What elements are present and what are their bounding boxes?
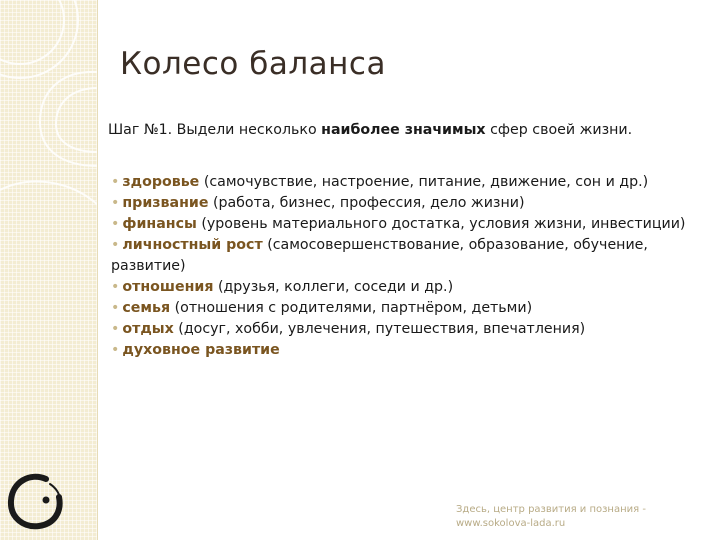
decorative-swirl-icon bbox=[0, 0, 98, 540]
life-spheres-list bbox=[111, 172, 701, 361]
sphere-description: (друзья, коллеги, соседи и др.) bbox=[213, 279, 454, 295]
subtitle-emphasis: наиболее значимых bbox=[321, 122, 486, 138]
sphere-description: (досуг, хобби, увлечения, путешествия, впечатления) bbox=[173, 321, 586, 337]
list-item bbox=[111, 277, 701, 298]
footer-url: www.sokolova-lada.ru bbox=[456, 518, 566, 529]
list-item bbox=[111, 235, 701, 277]
list-item bbox=[111, 340, 701, 361]
decorative-side-panel bbox=[0, 0, 98, 540]
slide-subtitle bbox=[108, 122, 708, 138]
bullet-icon: • bbox=[111, 216, 120, 232]
footer-credit bbox=[456, 503, 686, 531]
footer-line: Здесь, центр развития и познания - bbox=[456, 504, 646, 515]
subtitle-prefix: Шаг №1. Выдели несколько bbox=[108, 122, 322, 138]
list-item bbox=[111, 193, 701, 214]
sphere-term: отдых bbox=[122, 321, 174, 337]
sphere-description: (самосовершенствование, образование, обучение, развитие) bbox=[111, 237, 648, 274]
list-item bbox=[111, 172, 701, 193]
bullet-icon: • bbox=[111, 174, 120, 190]
subtitle-suffix: сфер своей жизни. bbox=[485, 122, 633, 138]
sphere-description: (уровень материального достатка, условия жизни, инвестиции) bbox=[196, 216, 686, 232]
sphere-description: (самочувствие, настроение, питание, движение, сон и др.) bbox=[199, 174, 649, 190]
bullet-icon: • bbox=[111, 279, 120, 295]
sphere-description: (отношения с родителями, партнёром, детьми) bbox=[170, 300, 533, 316]
sphere-term: личностный рост bbox=[122, 237, 263, 253]
sphere-term: здоровье bbox=[122, 174, 200, 190]
sphere-term: семья bbox=[122, 300, 171, 316]
slide-title: Колесо баланса bbox=[120, 46, 386, 82]
sphere-description: (работа, бизнес, профессия, дело жизни) bbox=[208, 195, 525, 211]
list-item bbox=[111, 319, 701, 340]
bullet-icon: • bbox=[111, 195, 120, 211]
sphere-term: духовное развитие bbox=[122, 342, 280, 358]
bullet-icon: • bbox=[111, 237, 120, 253]
list-item bbox=[111, 298, 701, 319]
bullet-icon: • bbox=[111, 342, 120, 358]
sphere-term: призвание bbox=[122, 195, 209, 211]
list-item bbox=[111, 214, 701, 235]
sphere-term: отношения bbox=[122, 279, 214, 295]
bullet-icon: • bbox=[111, 300, 120, 316]
sphere-term: финансы bbox=[122, 216, 197, 232]
bullet-icon: • bbox=[111, 321, 120, 337]
enso-ring-icon bbox=[4, 470, 66, 532]
